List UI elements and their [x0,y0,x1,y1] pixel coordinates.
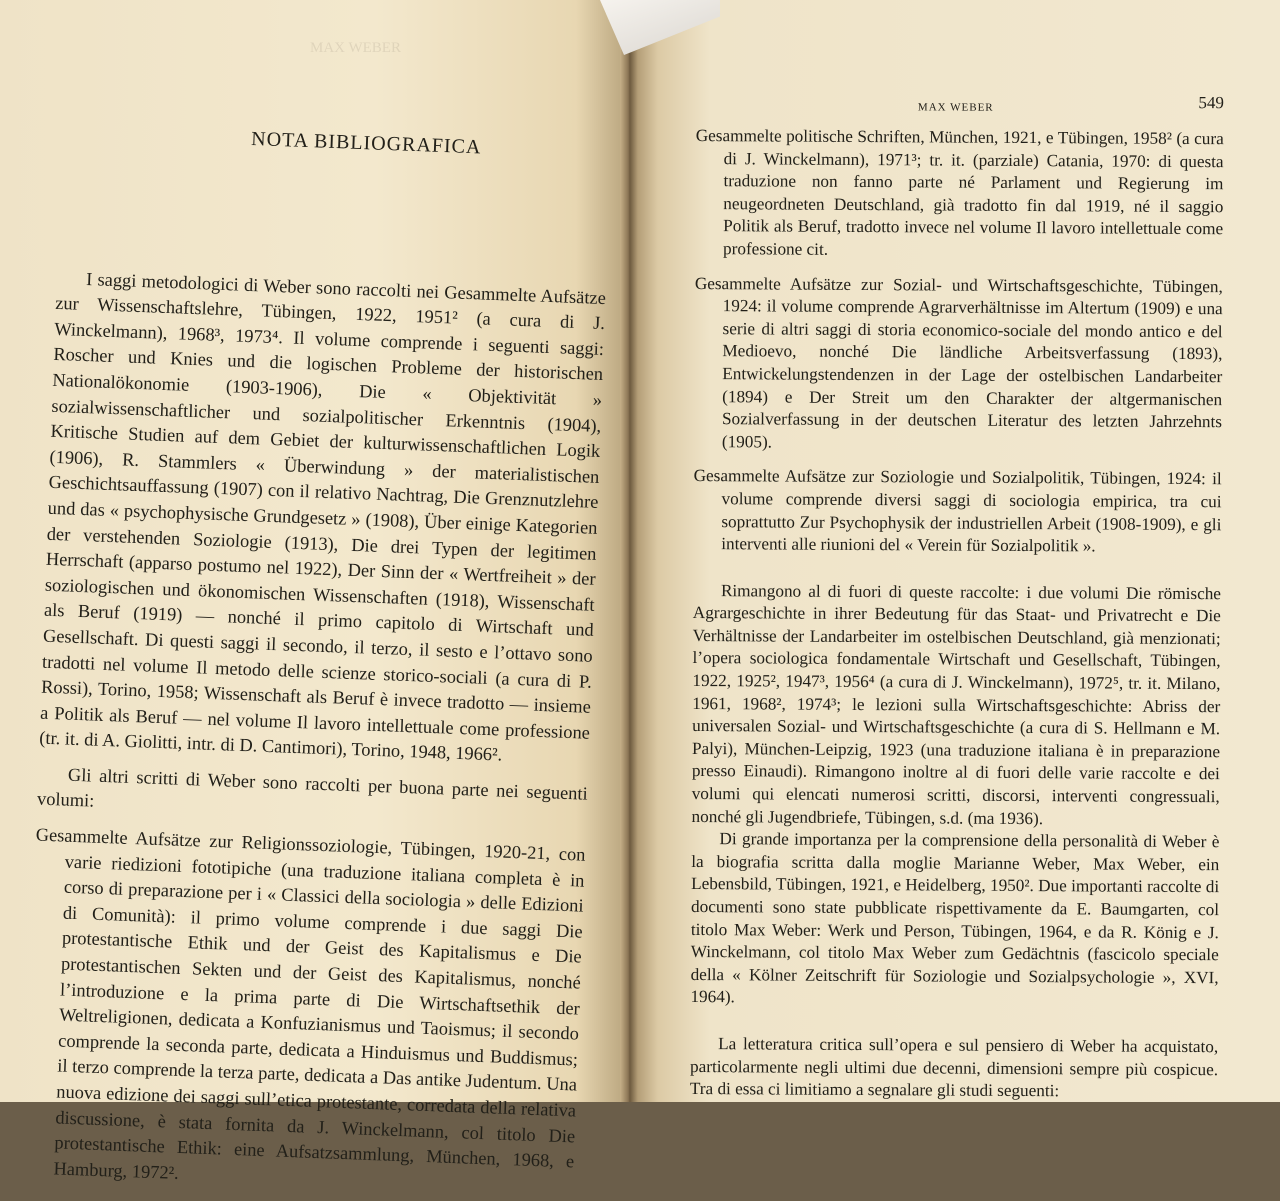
page-title: NOTA BIBLIOGRAFICA [250,127,482,159]
paragraph-methodological-essays: I saggi metodologici di Weber sono raccolti nei Gesammelte Aufsätze zur Wissenschaftslehre, Tübingen, 1922, 1951² (a cura di J. Winckelmann), 1968³, 1973⁴. Il volume comprende i seguenti saggi: Roscher und Knies und die logischen Probleme der historischen Nationalökonomie (1903-1906), Die « Objektivität » sozialwissenschaftlicher und sozialpolitischer Erkenntnis (1904), Kritische Studien auf dem Gebiet der kulturwissenschaftlichen Logik (1906), R. Stammlers « Überwindung » der materialistischen Geschichtsauffassung (1907) con il relativo Nachtrag, Die Grenznutzlehre und das « psychophysische Grundgesetz » (1908), Über einige Kategorien der verstehenden Soziologie (1913), Die drei Typen der legitimen Herrschaft (apparso postumo nel 1922), Der Sinn der « Wertfreiheit » der soziologischen und ökonomischen Wissenschaften (1918), Wissenschaft als Beruf (1919) — nonché il primo capitolo di Wirtschaft und Gesellschaft. Di questi saggi il secondo, il terzo, il sesto e l’ottavo sono tradotti nel volume Il metodo delle scienze storico-sociali (a cura di P. Rossi), Torino, 1958; Wissenschaft als Beruf è invece tradotto — insieme a Politik als Beruf — nel volume Il lavoro intellettuale come professione (tr. it. di A. Giolitti, intr. di D. Cantimori), Torino, 1948, 1966². [38,268,607,765]
right-page-body [690,95,1224,1104]
left-page-body [23,120,612,1201]
page-number: 549 [1198,93,1225,113]
paragraph-religionssoziologie: Gesammelte Aufsätze zur Religionssoziologie, Tübingen, 1920-21, con varie riedizioni fototipiche (una traduzione italiana completa è in corso di preparazione per i « Classici della sociologia » delle Edizioni di Comunità): il primo volume comprende i due saggi Die protestantische Ethik und der Geist des Kapitalismus e Die protestantischen Sekten und der Geist des Kapitalismus, nonché l’introduzione e la prima parte di Die Wirtschaftsethik der Weltreligionen, dedicata a Konfuzianismus und Taoismus; il secondo comprende la seconda parte, dedicata a Hinduismus und Buddismus; il terzo comprende la terza parte, dedicata a Das antike Judentum. Una nuova edizione dei saggi sull’etica protestante, corredata della relativa discussione, è stata fornita da J. Winckelmann, col titolo Die protestantische Ethik: eine Aufsatzsammlung, München, 1968, e Hamburg, 1972². [35,824,586,1183]
paragraph-critical-literature: La letteratura critica sull’opera e sul pensiero di Weber ha acquistato, particolarmente negli ultimi due decenni, dimensioni sempre più cospicue. Tra di essa ci limitiamo a segnalare gli studi seguenti: [689,1034,1219,1101]
paragraph-outside-collections: Rimangono al di fuori di queste raccolte: i due volumi Die römische Agrargeschichte in ihrer Bedeutung für das Staat- und Privatrecht e Die Verhältnisse der Landarbeiter im ostelbischen Deutschland, già menzionati; l’opera sociologica fondamentale Wirtschaft und Gesellschaft, Tübingen, 1922, 1925², 1947³, 1956⁴ (a cura di J. Winckelmann), 1972⁵, tr. it. Milano, 1961, 1968², 1974³; le lezioni sulla Wirtschaftsgeschichte: Abriss der universalen Sozial- und Wirtschaftsgeschichte (a cura di S. Hellmann e M. Palyi), München-Leipzig, 1923 (una traduzione italiana è in preparazione presso Einaudi). Rimangono inoltre al di fuori delle varie raccolte e dei volumi qui elencati numerosi scritti, discorsi, interventi congressuali, nonché gli Jugendbriefe, Tübingen, s.d. (ma 1936). [691,580,1222,828]
running-head: MAX WEBER [917,101,994,114]
paragraph-politische-schriften: Gesammelte politische Schriften, München, 1921, e Tübingen, 1958² (a cura di J. Winckelmann), 1971³; tr. it. (parziale) Catania, 1970: di questa traduzione non fanno parte né Parlament und Regierung im neugeordneten Deutschland, già tradotto fin dal 1919, né il saggio Politik als Beruf, tradotto invece nel volume Il lavoro intellettuale come professione cit. [695,125,1224,259]
paragraph-other-writings: Gli altri scritti di Weber sono raccolti per buona parte nei seguenti volumi: [36,764,589,812]
paragraph-soziologie-sozialpolitik: Gesammelte Aufsätze zur Soziologie und Sozialpolitik, Tübingen, 1924: il volume comprende diversi saggi di sociologia empirica, tra cui soprattutto Zur Psychophysik der industriellen Arbeit (1908-1909), e gli interventi alle riunioni del « Verein für Sozialpolitik ». [693,466,1222,556]
right-page [632,0,1280,1102]
paragraph-sozial-wirtschaftsgeschichte: Gesammelte Aufsätze zur Sozial- und Wirtschaftsgeschichte, Tübingen, 1924: il volume comprende Agrarverhältnisse im Altertum (1909) e una serie di altri saggi di storia economico-sociale del mondo antico e del Medioevo, nonché Die ländliche Arbeitsverfassung (1893), Entwickelungstendenzen in der Lage der ostelbischen Landarbeiter (1894) e Der Streit um den Charakter der altgermanischen Sozialverfassung in der deutschen Literatur des letzten Jahrzehnts (1905). [694,273,1223,452]
running-header [696,95,1224,128]
paragraph-biography: Di grande importanza per la comprensione della personalità di Weber è la biografia scritta dalla moglie Marianne Weber, Max Weber, ein Lebensbild, Tübingen, 1921, e Heidelberg, 1950². Due importanti raccolte di documenti sono state pubblicate rispettivamente da E. Baumgarten, col titolo Max Weber: Werk und Person, Tübingen, 1964, e da R. König e J. Winckelmann, col titolo Max Weber zum Gedächtnis (fascicolo speciale della « Kölner Zeitschrift für Soziologie und Sozialpsychologie », XVI, 1964). [690,829,1220,1007]
left-page [0,0,626,1183]
bleed-through-text: MAX WEBER [310,40,401,56]
book-gutter [620,0,638,1102]
